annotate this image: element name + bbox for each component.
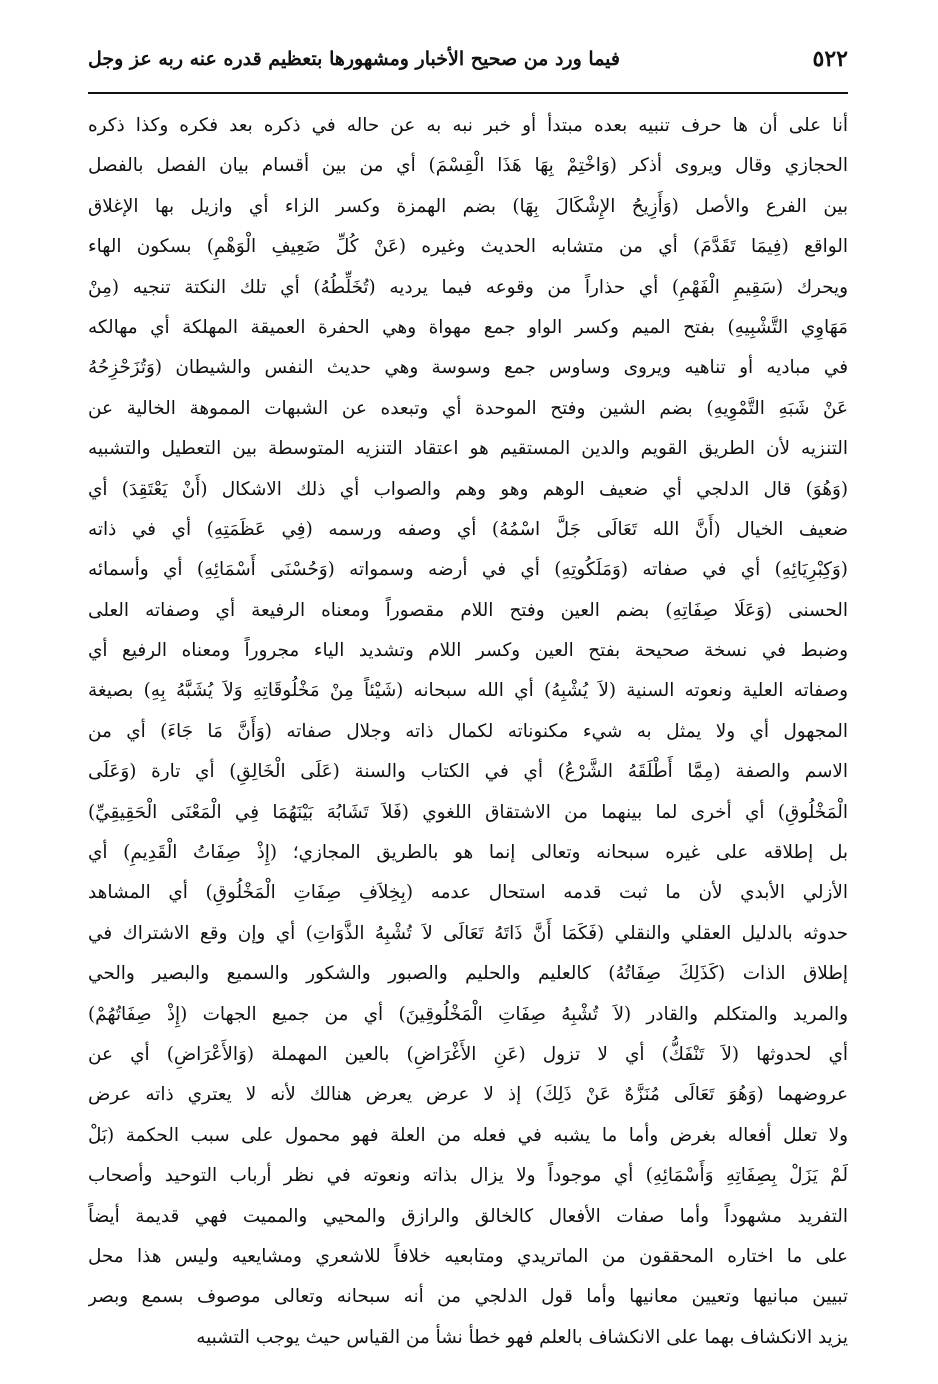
text-line: التنزيه لأن الطريق القويم والدين المستقيم هو اعتقاد التنزيه المتوسطة بين التعطيل والتشبيه [88,438,848,460]
text-line: عروضهما (وَهُوَ تَعَالَى مُنَزَّهٌ عَنْ ذَلِكَ) إذ لا عرض يعرض هنالك لأنه لا يعتري ذاته عرض [88,1084,848,1106]
text-line: ضعيف الخيال (أَنَّ الله تَعَالَى جَلَّ اسْمُهُ) أي وصفه ورسمه (فِي عَظَمَتِهِ) أي في ذاته [88,518,848,540]
text-line: بين الفرع والأصل (وَأَزِيحُ الإِشْكَالَ بِهَا) بضم الهمزة وكسر الزاء أي وازيل بها الإغلاق [88,195,848,217]
text-line: وضبط في نسخة صحيحة بفتح العين وكسر اللام وتشديد الياء مجروراً ومعناه الرفيع أي [88,640,848,662]
text-line: على ما اختاره المحققون من الماتريدي ومتابعيه خلافاً للاشعري ومشايعيه وليس هذا محل [88,1245,848,1267]
text-line: الحجازي وقال ويروى أذكر (وَاخْتِمْ بِهَا هَذَا الْقِسْمَ) أي من بين أقسام بيان الفصل بالفصل [88,155,848,177]
text-line: والمريد والمتكلم والقادر (لاَ تُشْبِهُ صِفَاتِ الْمَخْلُوقِينَ) أي من جميع الجهات (إِذْ صِفَاتُهُمْ) [88,1003,848,1025]
text-line: وصفاته العلية ونعوته السنية (لاَ يُشْبِهُ) أي الله سبحانه (شَيْئاً مِنْ مَخْلُوقَاتِهِ وَلاَ يُشَبَّهُ بِهِ) بصيغة [88,680,848,702]
page-number: ٥٢٢ [812,46,848,72]
text-line: لَمْ يَزَلْ بِصِفَاتِهِ وَأَسْمَائِهِ) أي موجوداً ولا يزال بذاته ونعوته في نظر أرباب التوحيد وأصحاب [88,1165,848,1187]
text-line: الحسنى (وَعَلَا صِفَاتِهِ) بضم العين وفتح اللام مقصوراً ومعناه الرفيعة أي وصفاته العلى [88,599,848,621]
text-line: الأزلي الأبدي لأن ما ثبت قدمه استحال عدمه (بِخِلاَفِ صِفَاتِ الْمَخْلُوقِ) أي المشاهد [88,882,848,904]
text-line: أنا على أن ها حرف تنبيه بعده مبتدأ أو خبر نبه به عن حاله في ذكره بعد فكره وكذا ذكره [88,115,848,136]
text-line: عَنْ شَبَهِ التَّمْوِيهِ) بضم الشين وفتح الموحدة أي وتبعده عن الشبهات المموهة الخالية عن [88,397,848,419]
text-line: في مباديه أو تناهيه ويروى وساوس جمع وسوسة وهي حديث النفس والشيطان (وَتُزَحْزِحُهُ [88,357,848,379]
text-line: ويحرك (سَقِيمِ الْفَهْمِ) أي حذاراً من وقوعه فيما يرديه (تُخَلِّطُهُ) أي تلك النكتة تنجيه (مِنْ [88,276,848,298]
text-line: تبيين مبانيها وتعيين معانيها وأما قول الدلجي من أنه سبحانه وتعالى موصوف بسمع وبصر [88,1286,848,1308]
text-line: الْمَخْلُوقِ) أي أخرى لما بينهما من الاشتقاق اللغوي (فَلاَ تَشَابُهَ بَيْنَهُمَا فِي الْمَعْنَى الْحَقِيقِيِّ) [88,801,848,823]
text-line: إطلاق الذات (كَذَلِكَ صِفَاتُهُ) كالعليم والحليم والصبور والشكور والسميع والبصير والحي [88,963,848,985]
text-line: التفريد مشهوداً وأما صفات الأفعال كالخالق والرازق والمحيي والمميت فهي قديمة أيضاً [88,1205,848,1227]
text-line: مَهَاوِي التَّشْبِيهِ) بفتح الميم وكسر الواو جمع مهواة وهي الحفرة العميقة المهلكة أي مهالكه [88,316,848,338]
text-line: ولا تعلل أفعاله بغرض وأما ما يشبه في فعله من العلة فهو محمول على سبب الحكمة (بَلْ [88,1124,848,1146]
text-line: (وَهُوَ) قال الدلجي أي ضعيف الوهم وهو وهم والصواب أي ذلك الاشكال (أَنْ يَعْتَقِدَ) أي [88,478,848,500]
body-text [88,106,848,1358]
text-line: يزيد الانكشاف بهما على الانكشاف بالعلم فهو خطأ نشأ من القياس حيث يوجب التشبيه [196,1326,848,1348]
text-line: الواقع (فِيمَا تَقَدَّمَ) أي من متشابه الحديث وغيره (عَنْ كُلِّ ضَعِيفِ الْوَهْمِ) بسكون الهاء [88,236,848,258]
header-rule [88,92,848,94]
text-line: حدوثه بالدليل العقلي والنقلي (فَكَمَا أَنَّ ذَاتَهُ تَعَالَى لاَ تُشْبِهُ الذَّوَاتِ) أي وإن وقع الاشتراك في [88,922,848,944]
running-title: فيما ورد من صحيح الأخبار ومشهورها بتعظيم قدره عنه ربه عز وجل [88,48,620,70]
text-line: بل إطلاقه على غيره سبحانه وتعالى إنما هو بالطريق المجازي؛ (إِذْ صِفَاتُ الْقَدِيمِ) أي [88,842,848,864]
text-line: أي لحدوثها (لاَ تَنْفَكُّ) أي لا تزول (عَنِ الأَغْرَاضِ) بالعين المهملة (وَالأَعْرَاضِ) أي عن [88,1043,848,1065]
text-line: (وَكِبْرِيَائِهِ) أي في صفاته (وَمَلَكُوتِهِ) أي في أرضه وسمواته (وَحُسْنَى أَسْمَائِهِ) أي وأسمائه [88,559,848,581]
text-line: الاسم والصفة (مِمَّا أَطْلَقَهُ الشَّرْعُ) أي في الكتاب والسنة (عَلَى الْخَالِقِ) أي تارة (وَعَلَى [88,761,848,783]
page-header [88,38,848,88]
text-line: المجهول أي ولا يمثل به شيء مكنوناته لكمال ذاته وجلال صفاته (وَأَنَّ مَا جَاءَ) أي من [88,720,848,742]
